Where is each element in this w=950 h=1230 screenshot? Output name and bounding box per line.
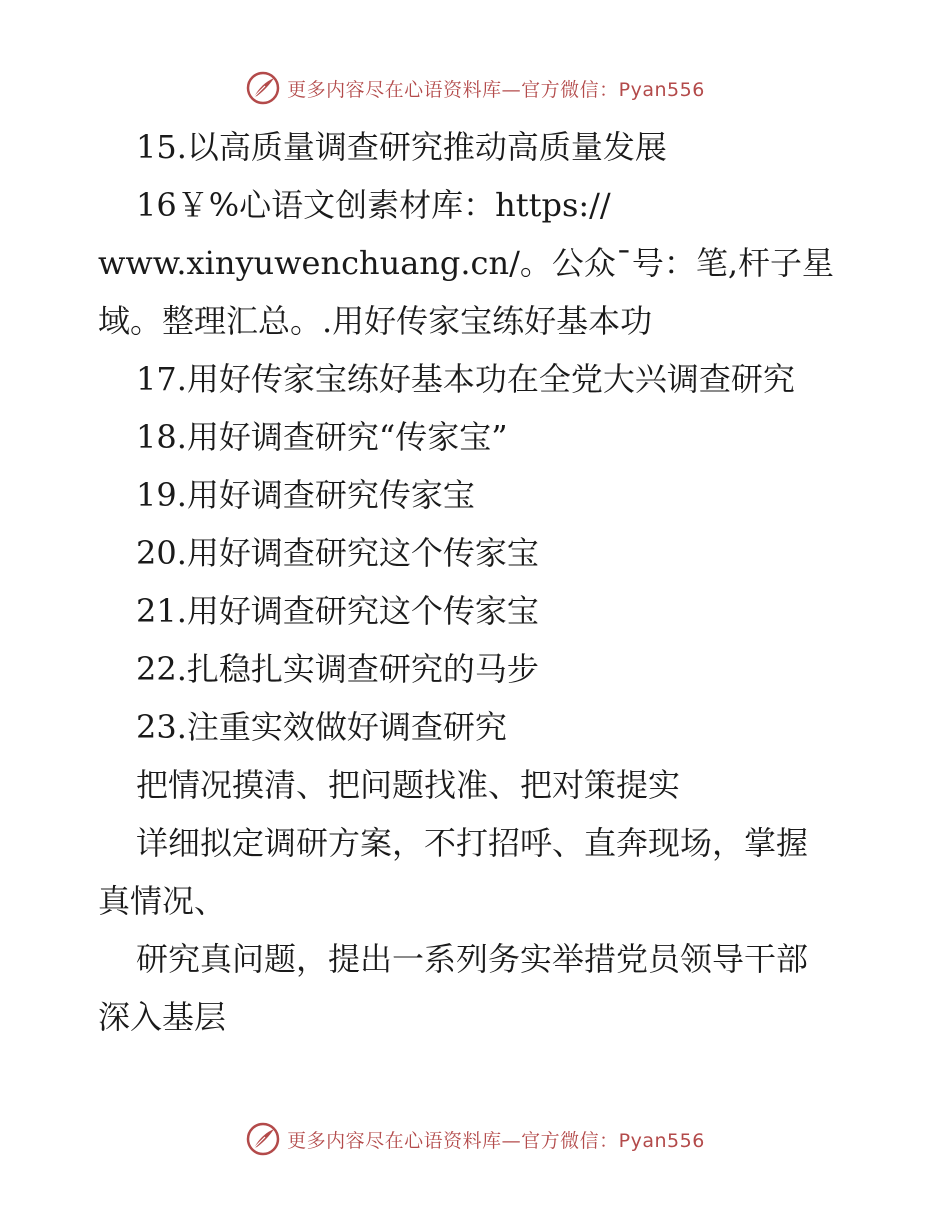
text-line: 研究真问题，提出一系列务实举措党员领导干部 [136, 940, 809, 978]
text-line: 把情况摸清、把问题找准、把对策提实 [136, 766, 681, 804]
text-line: 19.用好调查研究传家宝 [136, 476, 475, 514]
header-brand-label: 更多内容尽在心语资料库—官方微信： [287, 78, 619, 101]
footer-brand-text [287, 1126, 705, 1153]
text-line: www.xinyuwenchuang.cn/。公众¯号：笔,杆子星 [98, 244, 835, 282]
text-line: 深入基层 [98, 998, 227, 1036]
document-body [98, 118, 858, 1046]
header-brand-text [287, 75, 705, 102]
page-footer [0, 1119, 950, 1159]
text-line: 真情况、 [98, 882, 227, 920]
page-header [0, 68, 950, 108]
footer-brand-id: Pyan556 [618, 1129, 705, 1152]
text-line: 23.注重实效做好调查研究 [136, 708, 507, 746]
footer-brand-label: 更多内容尽在心语资料库—官方微信： [287, 1129, 619, 1152]
text-line: 18.用好调查研究“传家宝” [136, 418, 508, 456]
text-line: 15.以高质量调查研究推动高质量发展 [136, 128, 667, 166]
feather-pen-logo-icon [245, 70, 281, 106]
text-line: 21.用好调查研究这个传家宝 [136, 592, 539, 630]
header-brand-id: Pyan556 [618, 78, 705, 101]
text-line: 域。整理汇总。.用好传家宝练好基本功 [98, 302, 653, 340]
text-line: 17.用好传家宝练好基本功在全党大兴调查研究 [136, 360, 795, 398]
text-line: 20.用好调查研究这个传家宝 [136, 534, 539, 572]
text-line: 详细拟定调研方案，不打招呼、直奔现场，掌握 [136, 824, 809, 862]
feather-pen-logo-icon [245, 1121, 281, 1157]
text-line: 22.扎稳扎实调查研究的马步 [136, 650, 539, 688]
text-line: 16￥%心语文创素材库：https:// [136, 186, 611, 224]
